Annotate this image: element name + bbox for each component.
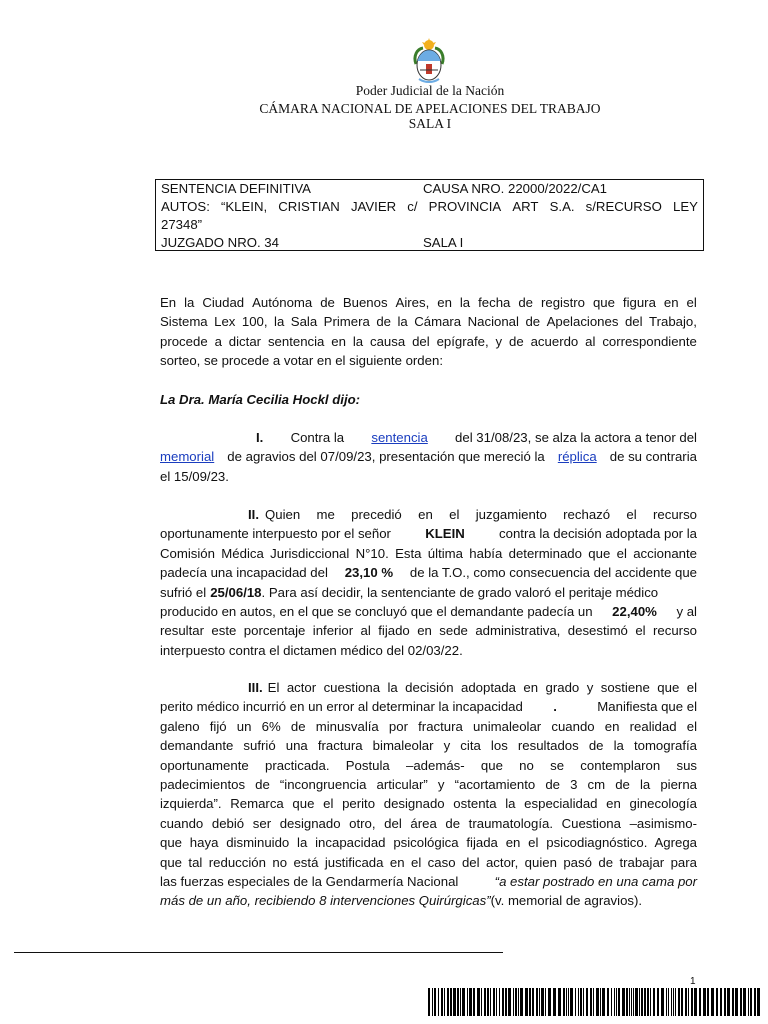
barcode-bar [611, 988, 612, 1016]
barcode-bar [558, 988, 561, 1016]
barcode-bar [438, 988, 439, 1016]
section-1 [160, 428, 697, 486]
barcode-bar [529, 988, 531, 1016]
intro-line-1: En la Ciudad Autónoma de Buenos Aires, en la fecha de registro que figura en el [160, 295, 697, 310]
barcode-bar [447, 988, 449, 1016]
barcode-bar [539, 988, 540, 1016]
barcode-bar [724, 988, 726, 1016]
intro-paragraph [160, 293, 697, 371]
barcode-bar [641, 988, 643, 1016]
barcode-bar [673, 988, 674, 1016]
barcode-bar [711, 988, 714, 1016]
barcode-bar [532, 988, 534, 1016]
barcode-bar [675, 988, 676, 1016]
sentencia-label: SENTENCIA DEFINITIVA [161, 181, 311, 196]
barcode-bar [593, 988, 594, 1016]
section-3-line-1: III. El actor cuestiona la decisión adoptada en grado y sostiene que el [160, 678, 697, 697]
barcode-bar [536, 988, 538, 1016]
barcode-bar [453, 988, 456, 1016]
barcode-bar [493, 988, 495, 1016]
autos-word: “KLEIN, [220, 199, 268, 214]
barcode-bar [502, 988, 504, 1016]
sala-name: SALA I [408, 116, 452, 131]
barcode-bar [757, 988, 760, 1016]
barcode-bar [477, 988, 480, 1016]
section-3-numeral: III. [248, 680, 263, 695]
footer-rule [14, 952, 503, 953]
section-1-line-3: el 15/09/23. [160, 468, 229, 484]
barcode-bar [548, 988, 551, 1016]
barcode-bar [678, 988, 680, 1016]
barcode-bar [629, 988, 630, 1016]
judge-heading: La Dra. María Cecilia Hockl dijo: [160, 392, 361, 407]
barcode-bar [432, 988, 433, 1016]
case-row-4 [161, 235, 464, 250]
barcode-bar [575, 988, 576, 1016]
barcode-bar [590, 988, 592, 1016]
barcode-bar [473, 988, 475, 1016]
barcode-bar [639, 988, 640, 1016]
section-2-line-1: II. Quien me precedió en el juzgamiento rechazó el recurso [160, 505, 697, 524]
barcode-bar [508, 988, 511, 1016]
barcode-bar [515, 988, 517, 1016]
barcode-bar [735, 988, 738, 1016]
barcode-bar [743, 988, 746, 1016]
sentencia-link[interactable]: sentencia [371, 430, 428, 445]
barcode-bar [668, 988, 669, 1016]
barcode-bar [596, 988, 599, 1016]
barcode-bar [694, 988, 697, 1016]
barcode-bar [720, 988, 722, 1016]
barcode-bar [681, 988, 683, 1016]
barcode-bar [707, 988, 709, 1016]
barcode-bar [513, 988, 514, 1016]
barcode-bar [457, 988, 459, 1016]
barcode-bar [583, 988, 584, 1016]
barcode-bar [568, 988, 569, 1016]
barcode-bar [671, 988, 672, 1016]
barcode-bar [586, 988, 588, 1016]
autos-word: S.A. [549, 199, 575, 214]
causa-number: CAUSA NRO. 22000/2022/CA1 [423, 181, 607, 196]
autos-word: c/ [407, 199, 418, 214]
page-number: 1 [690, 976, 696, 987]
barcode-bar [490, 988, 491, 1016]
barcode-bar [518, 988, 519, 1016]
barcode-bar [505, 988, 507, 1016]
barcode-bar [691, 988, 693, 1016]
court-name: Poder Judicial de la Nación [355, 83, 505, 98]
barcode-bar [496, 988, 497, 1016]
memorial-link[interactable]: memorial [160, 449, 215, 465]
barcode-bar [525, 988, 528, 1016]
barcode-bar [484, 988, 486, 1016]
section-2-line-2: oportunamente interpuesto por el señor KLEIN contra la decisión adoptada por la [160, 526, 697, 542]
barcode-bar [520, 988, 523, 1016]
barcode-bar [661, 988, 664, 1016]
barcode-bar [685, 988, 687, 1016]
autos-word: AUTOS: [161, 199, 210, 214]
barcode-bar [450, 988, 452, 1016]
barcode-bar [644, 988, 646, 1016]
juzgado-label: JUZGADO NRO. 34 [161, 235, 279, 250]
barcode-icon [428, 988, 760, 1016]
barcode-bar [600, 988, 601, 1016]
barcode-bar [750, 988, 752, 1016]
section-3: III. El actor cuestiona la decisión adoptada en grado y sostiene que el perito médico incurrió en un error al determinar la incapacidad . Manifiesta que el galeno fijó un 6% de minusvalía por fractura unimaleolar cuando en realidad el demandante sufrió una fractura bimaleolar y cita los resultados de la tomografía oportunamente practicada. Postula –además- que no se contemplaron sus padecimientos de “incongruencia articular” y “acortamiento de 3 cm de la pierna izquierda”. Remarca que el perito designado ostenta la especialidad en ginecología cuando debió ser designado otro, del área de traumatología. Cuestiona –asimismo- que haya disminuido la incapacidad psicológica fijada en el psicodiagnóstico. Agrega que tal reducción no está justificada en el caso del actor, quien pasó de trabajar para las fuerzas especiales de la Gendarmería Nacional “a estar postrado en una cama por más de un año, recibiendo 8 intervenciones Quirúrgicas” (v. memorial de agravios). [160, 680, 697, 909]
autos-word: LEY [672, 199, 698, 214]
barcode-bar [444, 988, 445, 1016]
barcode-bar [716, 988, 718, 1016]
autos-word: ART [512, 199, 539, 214]
intro-line-2: Sistema Lex 100, la Sala Primera de la Cámara Nacional de Apelaciones del Trabajo, [160, 314, 697, 330]
barcode-bar [467, 988, 468, 1016]
barcode-bar [570, 988, 573, 1016]
barcode-bar [434, 988, 436, 1016]
barcode-bar [633, 988, 634, 1016]
barcode-bar [754, 988, 756, 1016]
barcode-bar [626, 988, 628, 1016]
barcode-bar [650, 988, 651, 1016]
barcode-bar [635, 988, 638, 1016]
case-row-1 [161, 181, 607, 196]
barcode-bar [631, 988, 632, 1016]
sala-label: SALA I [423, 235, 464, 250]
barcode-bar [563, 988, 565, 1016]
barcode-bar [666, 988, 667, 1016]
barcode-bar [499, 988, 500, 1016]
barcode-bar [545, 988, 546, 1016]
barcode-bar [487, 988, 489, 1016]
section-1-line-2: memorial de agravios del 07/09/23, presentación que mereció la réplica de su contraria [160, 447, 697, 466]
barcode-bar [566, 988, 567, 1016]
autos-word: s/RECURSO [585, 199, 662, 214]
barcode-bar [618, 988, 620, 1016]
barcode-bar [553, 988, 556, 1016]
barcode-bar [688, 988, 689, 1016]
intro-line-3: procede a dictar sentencia en la causa del epígrafe, y de acuerdo al correspondiente [160, 333, 697, 349]
autos-word: CRISTIAN [278, 199, 340, 214]
barcode-bar [602, 988, 605, 1016]
barcode-bar [616, 988, 617, 1016]
barcode-bar [441, 988, 443, 1016]
argentina-coat-of-arms-icon [411, 38, 447, 84]
barcode-bar [727, 988, 730, 1016]
barcode-bar [657, 988, 659, 1016]
barcode-bar [732, 988, 734, 1016]
barcode-bar [541, 988, 544, 1016]
chamber-name: CÁMARA NACIONAL DE APELACIONES DEL TRABAJO [259, 101, 601, 116]
barcode-bar [703, 988, 706, 1016]
barcode-bar [578, 988, 579, 1016]
barcode-bar [428, 988, 430, 1016]
barcode-bar [580, 988, 582, 1016]
section-1-line-1: I. Contra la sentencia del 31/08/23, se alza la actora a tenor del [160, 428, 697, 447]
case-info-box [155, 179, 704, 251]
replica-link[interactable]: réplica [557, 449, 597, 465]
barcode-bar [460, 988, 461, 1016]
barcode-bar [647, 988, 649, 1016]
intro-line-4: sorteo, se procede a votar en el siguiente orden: [160, 353, 443, 369]
barcode-bar [607, 988, 609, 1016]
barcode-bar [462, 988, 465, 1016]
section-2-numeral: II. [248, 507, 259, 522]
autos-continuation: 27348” [161, 217, 203, 232]
barcode-bar [622, 988, 625, 1016]
barcode-bar [748, 988, 749, 1016]
autos-word: PROVINCIA [428, 199, 502, 214]
section-1-numeral: I. [256, 430, 264, 445]
barcode-bar [614, 988, 615, 1016]
barcode-bar [653, 988, 655, 1016]
barcode-bar [699, 988, 701, 1016]
autos-line [161, 199, 698, 214]
autos-word: JAVIER [350, 199, 397, 214]
barcode-bar [481, 988, 482, 1016]
section-2: II. Quien me precedió en el juzgamiento rechazó el recurso oportunamente interpuesto por el señor KLEIN contra la decisión adoptada por la Comisión Médica Jurisdiccional N°10. Esta última había determinado que el accionante padecía una incapacidad del 23,10 % de la T.O., como consecuencia del accidente que sufrió el 25/06/18 . Para así decidir, la sentenciante de grado valoró el peritaje médico producido en autos, en el que se concluyó que el demandante padecía un 22,40% y al resultar este porcentaje inferior al fijado en sede administrativa, desestimó el recurso interpuesto contra el dictamen médico del 02/03/22. [160, 507, 697, 658]
barcode-bar [469, 988, 472, 1016]
barcode-bar [740, 988, 742, 1016]
